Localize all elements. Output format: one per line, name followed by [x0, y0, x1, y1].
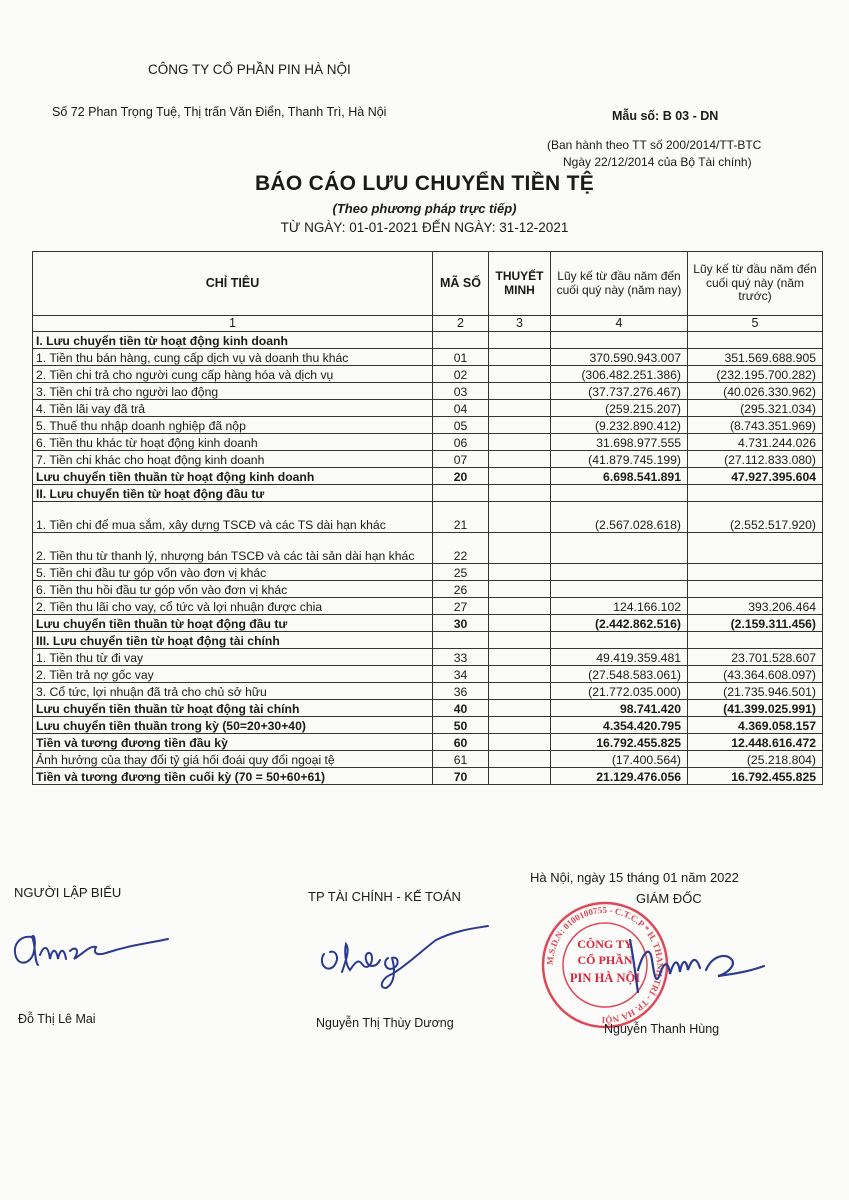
cell-code: 07: [433, 451, 489, 468]
cell-item: III. Lưu chuyển tiền từ hoạt động tài chính: [33, 632, 433, 649]
cell-note: [489, 468, 551, 485]
cell-previous: [688, 564, 823, 581]
cell-item: 3. Cổ tức, lợi nhuận đã trả cho chủ sở hữu: [33, 683, 433, 700]
director-label: GIÁM ĐỐC: [636, 891, 702, 906]
cell-note: [489, 502, 551, 533]
table-row: [33, 400, 823, 417]
cell-previous: (8.743.351.969): [688, 417, 823, 434]
column-number: 5: [688, 316, 823, 332]
cell-previous: (232.195.700.282): [688, 366, 823, 383]
cell-item: Lưu chuyển tiền thuần trong kỳ (50=20+30+40): [33, 717, 433, 734]
finance-signature: [316, 922, 496, 992]
cell-previous: (2.159.311.456): [688, 615, 823, 632]
column-number: 2: [433, 316, 489, 332]
cell-code: 21: [433, 502, 489, 533]
cell-item: Tiền và tương đương tiền cuối kỳ (70 = 50+60+61): [33, 768, 433, 785]
cell-item: 4. Tiền lãi vay đã trả: [33, 400, 433, 417]
cell-previous: 12.448.616.472: [688, 734, 823, 751]
cell-code: 33: [433, 649, 489, 666]
cell-current: 21.129.476.056: [551, 768, 688, 785]
table-row: [33, 632, 823, 649]
cash-flow-table: [32, 251, 823, 785]
cell-item: Lưu chuyển tiền thuần từ hoạt động tài chính: [33, 700, 433, 717]
cell-note: [489, 751, 551, 768]
cell-item: 2. Tiền thu lãi cho vay, cổ tức và lợi nhuận được chia: [33, 598, 433, 615]
table-row: [33, 734, 823, 751]
cell-previous: [688, 533, 823, 564]
table-row: [33, 417, 823, 434]
cell-note: [489, 632, 551, 649]
company-address: Số 72 Phan Trọng Tuệ, Thị trấn Văn Điển, Thanh Trì, Hà Nội: [52, 105, 387, 119]
cell-current: 49.419.359.481: [551, 649, 688, 666]
cell-code: 03: [433, 383, 489, 400]
cell-item: 1. Tiền chi để mua sắm, xây dựng TSCĐ và các TS dài hạn khác: [33, 502, 433, 533]
cell-current: 31.698.977.555: [551, 434, 688, 451]
cell-current: 16.792.455.825: [551, 734, 688, 751]
cell-previous: 4.731.244.026: [688, 434, 823, 451]
cell-item: II. Lưu chuyển tiền từ hoạt động đầu tư: [33, 485, 433, 502]
cell-note: [489, 383, 551, 400]
cell-item: Lưu chuyển tiền thuần từ hoạt động đầu tư: [33, 615, 433, 632]
column-number-row: [33, 316, 823, 332]
table-row: [33, 383, 823, 400]
cell-current: (37.737.276.467): [551, 383, 688, 400]
cell-current: (2.567.028.618): [551, 502, 688, 533]
table-row: [33, 751, 823, 768]
cell-item: 1. Tiền thu bán hàng, cung cấp dịch vụ và doanh thu khác: [33, 349, 433, 366]
cell-note: [489, 700, 551, 717]
cell-note: [489, 533, 551, 564]
stamp-ring-text: M.S.D.N: 0100100755 - C.T.C.P * H. THANH TRÌ - TP. HÀ NỘI: [544, 904, 666, 1026]
cell-item: I. Lưu chuyển tiền từ hoạt động kinh doanh: [33, 332, 433, 349]
cell-code: 70: [433, 768, 489, 785]
sign-date: Hà Nội, ngày 15 tháng 01 năm 2022: [530, 870, 739, 885]
regulation-line-2: Ngày 22/12/2014 của Bộ Tài chính): [563, 155, 752, 169]
cell-code: 34: [433, 666, 489, 683]
cell-previous: (27.112.833.080): [688, 451, 823, 468]
header-note: THUYẾT MINH: [489, 252, 551, 316]
table-row: [33, 666, 823, 683]
cell-current: (41.879.745.199): [551, 451, 688, 468]
cell-code: 36: [433, 683, 489, 700]
cell-previous: (21.735.946.501): [688, 683, 823, 700]
cell-previous: 47.927.395.604: [688, 468, 823, 485]
cell-code: 04: [433, 400, 489, 417]
cell-code: 27: [433, 598, 489, 615]
table-row: [33, 349, 823, 366]
cell-code: 25: [433, 564, 489, 581]
table-row: [33, 434, 823, 451]
cell-previous: (25.218.804): [688, 751, 823, 768]
table-row: [33, 700, 823, 717]
cell-current: [551, 485, 688, 502]
cell-current: [551, 533, 688, 564]
cell-note: [489, 434, 551, 451]
regulation-line-1: (Ban hành theo TT số 200/2014/TT-BTC: [547, 138, 762, 152]
cell-current: 4.354.420.795: [551, 717, 688, 734]
cell-current: [551, 564, 688, 581]
header-previous: Lũy kế từ đầu năm đến cuối quý này (năm trước): [688, 252, 823, 316]
cell-note: [489, 649, 551, 666]
cell-note: [489, 451, 551, 468]
report-subtitle: (Theo phương pháp trực tiếp): [332, 201, 517, 216]
table-header-row: [33, 252, 823, 316]
table-row: [33, 332, 823, 349]
stamp-line-3: PIN HÀ NỘI: [569, 971, 641, 985]
cell-item: 5. Tiền chi đầu tư góp vốn vào đơn vị khác: [33, 564, 433, 581]
cell-current: 124.166.102: [551, 598, 688, 615]
cell-code: 61: [433, 751, 489, 768]
cell-previous: (43.364.608.097): [688, 666, 823, 683]
cell-note: [489, 683, 551, 700]
cell-code: [433, 632, 489, 649]
cell-item: 6. Tiền thu hồi đầu tư góp vốn vào đơn vị khác: [33, 581, 433, 598]
cell-code: 60: [433, 734, 489, 751]
cell-previous: [688, 632, 823, 649]
cell-current: (9.232.890.412): [551, 417, 688, 434]
cell-previous: 4.369.058.157: [688, 717, 823, 734]
cell-note: [489, 734, 551, 751]
table-row: [33, 615, 823, 632]
cell-code: 06: [433, 434, 489, 451]
cell-note: [489, 581, 551, 598]
cell-current: 370.590.943.007: [551, 349, 688, 366]
table-row: [33, 768, 823, 785]
header-item: CHỈ TIÊU: [33, 252, 433, 316]
finance-label: TP TÀI CHÍNH - KẾ TOÁN: [308, 889, 461, 904]
finance-name: Nguyễn Thị Thùy Dương: [316, 1016, 454, 1030]
preparer-name: Đỗ Thị Lê Mai: [18, 1012, 96, 1026]
preparer-signature: [10, 915, 180, 985]
cell-item: 1. Tiền thu từ đi vay: [33, 649, 433, 666]
header-code: MÃ SỐ: [433, 252, 489, 316]
cell-note: [489, 485, 551, 502]
cell-item: Lưu chuyển tiền thuần từ hoạt động kinh doanh: [33, 468, 433, 485]
table-row: [33, 649, 823, 666]
cell-code: 50: [433, 717, 489, 734]
form-number: Mẫu số: B 03 - DN: [612, 109, 719, 123]
cell-current: 98.741.420: [551, 700, 688, 717]
table-row: [33, 485, 823, 502]
table-row: [33, 366, 823, 383]
cell-code: 26: [433, 581, 489, 598]
cell-previous: [688, 581, 823, 598]
cell-current: 6.698.541.891: [551, 468, 688, 485]
cell-previous: (41.399.025.991): [688, 700, 823, 717]
stamp-line-1: CÔNG TY: [577, 937, 633, 951]
table-row: [33, 717, 823, 734]
cell-current: (27.548.583.061): [551, 666, 688, 683]
cell-note: [489, 366, 551, 383]
director-name: Nguyễn Thanh Hùng: [604, 1022, 720, 1036]
cell-item: 7. Tiền chi khác cho hoạt động kinh doanh: [33, 451, 433, 468]
cell-item: Tiền và tương đương tiền đầu kỳ: [33, 734, 433, 751]
cell-previous: 16.792.455.825: [688, 768, 823, 785]
director-signature: [620, 930, 790, 1000]
cell-item: 2. Tiền trả nợ gốc vay: [33, 666, 433, 683]
cell-item: Ảnh hưởng của thay đổi tỷ giá hối đoái quy đổi ngoại tệ: [33, 751, 433, 768]
cell-note: [489, 615, 551, 632]
cell-item: 2. Tiền thu từ thanh lý, nhượng bán TSCĐ và các tài sản dài hạn khác: [33, 533, 433, 564]
cell-current: (259.215.207): [551, 400, 688, 417]
header-current: Lũy kế từ đầu năm đến cuối quý này (năm nay): [551, 252, 688, 316]
company-name: CÔNG TY CỔ PHẦN PIN HÀ NỘI: [148, 62, 351, 77]
stamp-line-2: CỔ PHẦN: [577, 953, 633, 967]
cell-code: 22: [433, 533, 489, 564]
cell-code: 20: [433, 468, 489, 485]
cell-code: [433, 485, 489, 502]
cell-note: [489, 768, 551, 785]
cell-item: 5. Thuế thu nhập doanh nghiệp đã nộp: [33, 417, 433, 434]
cell-item: 6. Tiền thu khác từ hoạt động kinh doanh: [33, 434, 433, 451]
table-row: [33, 468, 823, 485]
cell-current: [551, 632, 688, 649]
column-number: 4: [551, 316, 688, 332]
cell-code: [433, 332, 489, 349]
table-row: [33, 502, 823, 533]
table-row: [33, 564, 823, 581]
cell-previous: [688, 332, 823, 349]
cell-previous: (295.321.034): [688, 400, 823, 417]
table-row: [33, 683, 823, 700]
preparer-label: NGƯỜI LẬP BIỂU: [14, 885, 122, 900]
cell-current: (17.400.564): [551, 751, 688, 768]
cell-current: (2.442.862.516): [551, 615, 688, 632]
cell-item: 2. Tiền chi trả cho người cung cấp hàng hóa và dịch vụ: [33, 366, 433, 383]
report-period: TỪ NGÀY: 01-01-2021 ĐẾN NGÀY: 31-12-2021: [280, 220, 569, 235]
cell-code: 02: [433, 366, 489, 383]
table-row: [33, 598, 823, 615]
cell-note: [489, 666, 551, 683]
cell-current: [551, 332, 688, 349]
cell-note: [489, 598, 551, 615]
cell-previous: (2.552.517.920): [688, 502, 823, 533]
cell-previous: 23.701.528.607: [688, 649, 823, 666]
cell-previous: [688, 485, 823, 502]
table-row: [33, 533, 823, 564]
cell-note: [489, 717, 551, 734]
cell-current: [551, 581, 688, 598]
cell-note: [489, 332, 551, 349]
column-number: 1: [33, 316, 433, 332]
cell-note: [489, 564, 551, 581]
cell-code: 30: [433, 615, 489, 632]
cell-current: (306.482.251.386): [551, 366, 688, 383]
cell-code: 40: [433, 700, 489, 717]
cell-code: 01: [433, 349, 489, 366]
cell-previous: (40.026.330.962): [688, 383, 823, 400]
cell-note: [489, 349, 551, 366]
report-title: BÁO CÁO LƯU CHUYỂN TIỀN TỆ: [254, 172, 595, 195]
cell-previous: 393.206.464: [688, 598, 823, 615]
column-number: 3: [489, 316, 551, 332]
cell-previous: 351.569.688.905: [688, 349, 823, 366]
table-row: [33, 451, 823, 468]
cell-note: [489, 400, 551, 417]
cell-item: 3. Tiền chi trả cho người lao động: [33, 383, 433, 400]
cell-current: (21.772.035.000): [551, 683, 688, 700]
table-row: [33, 581, 823, 598]
cell-note: [489, 417, 551, 434]
cell-code: 05: [433, 417, 489, 434]
